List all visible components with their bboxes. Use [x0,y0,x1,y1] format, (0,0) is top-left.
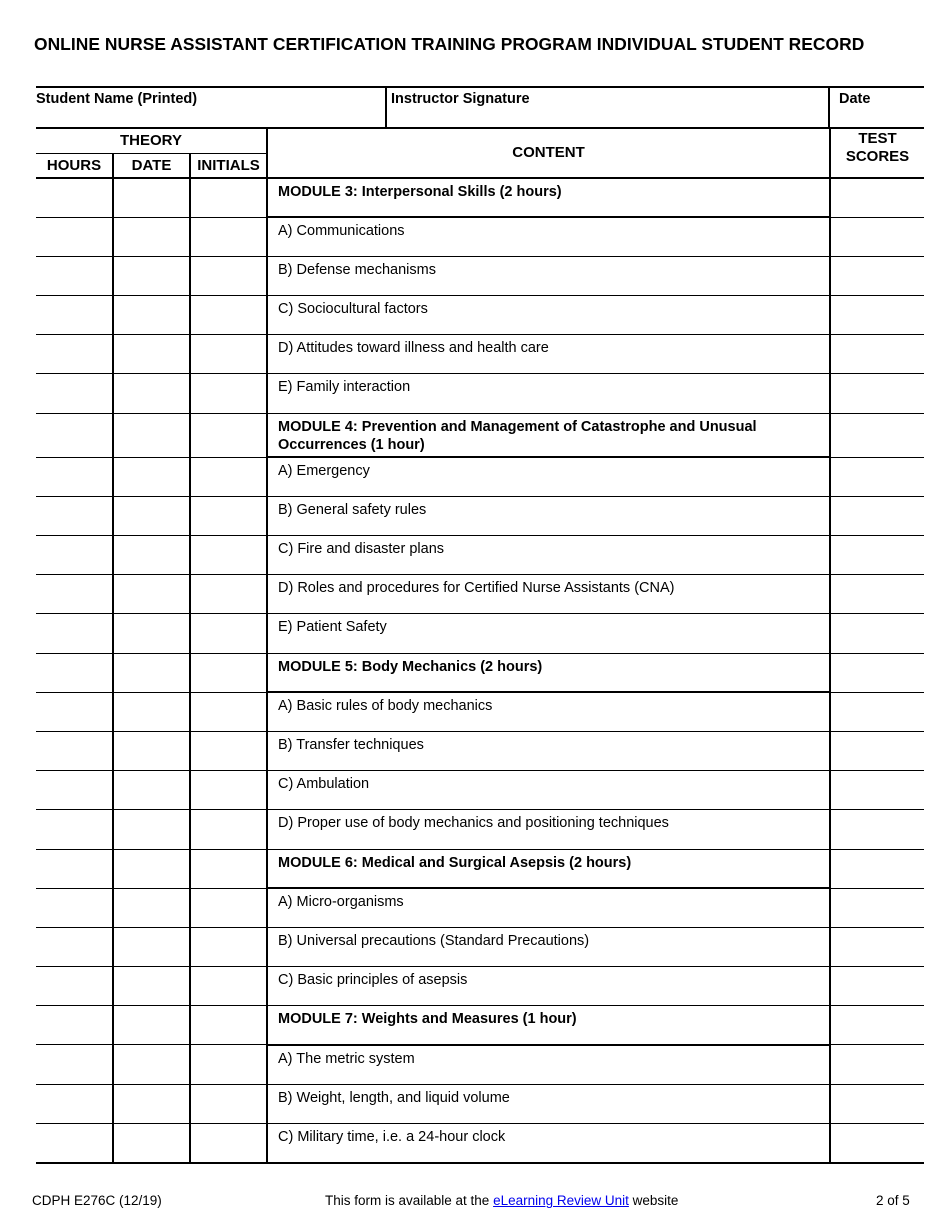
initials-cell[interactable] [190,178,267,217]
elearning-review-unit-link[interactable]: eLearning Review Unit [493,1193,629,1208]
date-cell[interactable] [113,575,190,614]
topic-label: C) Basic principles of asepsis [267,967,830,1006]
topic-row [36,614,924,653]
availability-prefix: This form is available at the [325,1193,494,1208]
module-row [36,178,924,217]
topic-label: A) The metric system [267,1045,830,1084]
initials-cell[interactable] [190,536,267,575]
hours-cell[interactable] [36,614,113,653]
date-cell[interactable] [113,849,190,888]
module-heading: MODULE 7: Weights and Measures (1 hour) [267,1006,830,1045]
test-score-cell[interactable] [830,1084,924,1123]
date-cell[interactable] [113,296,190,335]
topic-label: C) Ambulation [267,771,830,810]
hours-cell[interactable] [36,296,113,335]
topic-label: B) Defense mechanisms [267,256,830,295]
test-score-cell[interactable] [830,178,924,217]
hours-cell[interactable] [36,413,113,457]
date-header: DATE [113,153,190,178]
initials-cell[interactable] [190,614,267,653]
topic-label: B) Weight, length, and liquid volume [267,1084,830,1123]
hours-cell[interactable] [36,575,113,614]
topic-label: C) Fire and disaster plans [267,536,830,575]
hours-cell[interactable] [36,888,113,927]
date-cell[interactable] [113,256,190,295]
test-scores-label-line2: SCORES [845,148,910,165]
topic-label: D) Attitudes toward illness and health care [267,335,830,374]
topic-row [36,927,924,966]
topic-row [36,1123,924,1162]
test-scores-header [830,128,924,178]
test-score-cell[interactable] [830,771,924,810]
initials-cell[interactable] [190,1045,267,1084]
test-score-cell[interactable] [830,335,924,374]
module-row [36,413,924,457]
test-score-cell[interactable] [830,457,924,496]
date-cell[interactable] [113,927,190,966]
test-score-cell[interactable] [830,413,924,457]
date-cell[interactable] [113,614,190,653]
initials-cell[interactable] [190,692,267,731]
hours-cell[interactable] [36,178,113,217]
test-score-cell[interactable] [830,967,924,1006]
initials-cell[interactable] [190,457,267,496]
initials-cell[interactable] [190,810,267,849]
date-cell[interactable] [113,888,190,927]
test-score-cell[interactable] [830,888,924,927]
hours-cell[interactable] [36,335,113,374]
topic-row [36,1084,924,1123]
test-score-cell[interactable] [830,296,924,335]
topic-label: E) Patient Safety [267,614,830,653]
initials-cell[interactable] [190,771,267,810]
date-cell[interactable] [113,1006,190,1045]
initials-cell[interactable] [190,496,267,535]
initials-cell[interactable] [190,1123,267,1162]
form-id: CDPH E276C (12/19) [32,1193,162,1208]
student-name-field[interactable]: Student Name (Printed) [36,91,198,107]
test-score-cell[interactable] [830,810,924,849]
hours-cell[interactable] [36,1084,113,1123]
hours-cell[interactable] [36,256,113,295]
date-cell[interactable] [113,731,190,770]
record-rows [36,178,924,1163]
test-score-cell[interactable] [830,575,924,614]
instructor-signature-field[interactable]: Instructor Signature [385,88,829,127]
topic-row [36,536,924,575]
date-cell[interactable] [113,374,190,413]
initials-cell[interactable] [190,653,267,692]
topic-label: B) Transfer techniques [267,731,830,770]
topic-row [36,692,924,731]
hours-cell[interactable] [36,810,113,849]
topic-row [36,967,924,1006]
test-score-cell[interactable] [830,374,924,413]
date-cell[interactable] [113,1084,190,1123]
module-heading: MODULE 3: Interpersonal Skills (2 hours) [267,178,830,217]
test-score-cell[interactable] [830,256,924,295]
hours-cell[interactable] [36,1123,113,1162]
topic-row [36,217,924,256]
initials-cell[interactable] [190,888,267,927]
initials-cell[interactable] [190,296,267,335]
topic-label: E) Family interaction [267,374,830,413]
test-score-cell[interactable] [830,496,924,535]
hours-cell[interactable] [36,927,113,966]
test-score-cell[interactable] [830,692,924,731]
topic-row [36,457,924,496]
content-header: CONTENT [267,128,830,178]
initials-cell[interactable] [190,217,267,256]
topic-row [36,575,924,614]
initials-cell[interactable] [190,575,267,614]
topic-row [36,1045,924,1084]
student-record-table [36,128,924,1164]
topic-label: B) General safety rules [267,496,830,535]
initials-cell[interactable] [190,1084,267,1123]
module-row [36,1006,924,1045]
date-cell[interactable] [113,217,190,256]
test-score-cell[interactable] [830,731,924,770]
hours-cell[interactable] [36,457,113,496]
date-cell[interactable] [113,496,190,535]
hours-cell[interactable] [36,771,113,810]
initials-cell[interactable] [190,413,267,457]
hours-cell[interactable] [36,217,113,256]
topic-label: A) Micro-organisms [267,888,830,927]
initials-cell[interactable] [190,967,267,1006]
module-heading: MODULE 5: Body Mechanics (2 hours) [267,653,830,692]
topic-label: D) Roles and procedures for Certified Nurse Assistants (CNA) [267,575,830,614]
test-score-cell[interactable] [830,1006,924,1045]
date-cell[interactable] [113,967,190,1006]
test-score-cell[interactable] [830,614,924,653]
hours-cell[interactable] [36,731,113,770]
test-score-cell[interactable] [830,927,924,966]
topic-label: B) Universal precautions (Standard Precautions) [267,927,830,966]
hours-cell[interactable] [36,536,113,575]
test-score-cell[interactable] [830,1045,924,1084]
module-row [36,849,924,888]
initials-cell[interactable] [190,927,267,966]
hours-cell[interactable] [36,692,113,731]
initials-cell[interactable] [190,374,267,413]
date-field[interactable]: Date [828,88,924,127]
header-fields [36,86,924,129]
hours-cell[interactable] [36,496,113,535]
initials-cell[interactable] [190,256,267,295]
date-cell[interactable] [113,335,190,374]
module-heading: MODULE 4: Prevention and Management of Catastrophe and Unusual Occurrences (1 hour) [267,413,830,457]
initials-cell[interactable] [190,849,267,888]
initials-cell[interactable] [190,335,267,374]
hours-cell[interactable] [36,1045,113,1084]
topic-label: A) Communications [267,217,830,256]
topic-label: C) Military time, i.e. a 24-hour clock [267,1123,830,1162]
date-cell[interactable] [113,413,190,457]
theory-header: THEORY [36,128,267,153]
module-row [36,653,924,692]
date-cell[interactable] [113,653,190,692]
topic-row [36,888,924,927]
initials-cell[interactable] [190,1006,267,1045]
date-cell[interactable] [113,692,190,731]
topic-label: A) Emergency [267,457,830,496]
topic-label: C) Sociocultural factors [267,296,830,335]
form-title: ONLINE NURSE ASSISTANT CERTIFICATION TRAINING PROGRAM INDIVIDUAL STUDENT RECORD [34,34,865,54]
topic-label: D) Proper use of body mechanics and positioning techniques [267,810,830,849]
test-score-cell[interactable] [830,217,924,256]
test-scores-label-line1: TEST [858,130,897,147]
date-cell[interactable] [113,771,190,810]
initials-cell[interactable] [190,731,267,770]
availability-suffix: website [628,1193,679,1208]
test-score-cell[interactable] [830,849,924,888]
module-heading: MODULE 6: Medical and Surgical Asepsis (2 hours) [267,849,830,888]
topic-row [36,771,924,810]
test-score-cell[interactable] [830,1123,924,1162]
hours-cell[interactable] [36,374,113,413]
date-cell[interactable] [113,1045,190,1084]
hours-cell[interactable] [36,1006,113,1045]
topic-row [36,374,924,413]
date-cell[interactable] [113,810,190,849]
topic-row [36,810,924,849]
topic-label: A) Basic rules of body mechanics [267,692,830,731]
topic-row [36,335,924,374]
topic-row [36,296,924,335]
hours-cell[interactable] [36,849,113,888]
page-number: 2 of 5 [876,1193,910,1208]
topic-row [36,256,924,295]
date-cell[interactable] [113,457,190,496]
topic-row [36,496,924,535]
date-cell[interactable] [113,178,190,217]
hours-header: HOURS [36,153,113,178]
topic-row [36,731,924,770]
hours-cell[interactable] [36,967,113,1006]
availability-note [325,1193,678,1208]
test-score-cell[interactable] [830,536,924,575]
test-score-cell[interactable] [830,653,924,692]
date-cell[interactable] [113,1123,190,1162]
hours-cell[interactable] [36,653,113,692]
date-cell[interactable] [113,536,190,575]
initials-header: INITIALS [190,153,267,178]
